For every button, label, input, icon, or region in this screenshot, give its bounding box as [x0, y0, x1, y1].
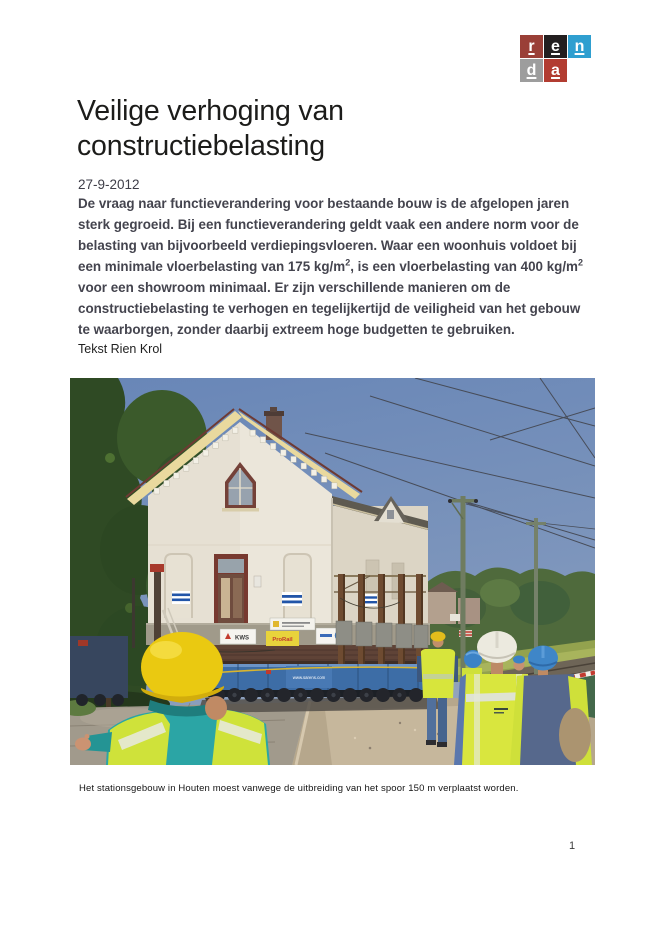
- logo-tile-d: d: [520, 59, 543, 82]
- kws-banner-text: KWS: [235, 635, 249, 642]
- article-title: Veilige verhoging van constructiebelasting: [77, 95, 344, 162]
- blind-window-right: [284, 554, 311, 618]
- entrance-door: [214, 554, 248, 623]
- intro-text: , is een vloerbelasting van 400 kg/m: [350, 259, 578, 274]
- article-photo: [70, 378, 595, 765]
- superscript-2: 2: [345, 257, 351, 268]
- left-machinery: [70, 636, 128, 706]
- renda-logo: [520, 35, 591, 82]
- intro-text: voor een showroom minimaal. Er zijn verschillende manieren om de constructiebelasting te verhogen en tegelijkertijd de veiligheid van het gebouw te waarborgen, zonder daarbij extreem hoge budgetten te gebruiken.: [78, 280, 581, 337]
- article-date: 27-9-2012: [78, 177, 140, 192]
- banner-kws: [220, 629, 256, 644]
- striped-flag: [282, 592, 302, 606]
- worker-facing: [513, 656, 525, 671]
- article-byline: Tekst Rien Krol: [78, 342, 163, 356]
- transporter: [198, 664, 440, 713]
- banner-upper: [270, 618, 315, 630]
- article-intro: [78, 193, 586, 340]
- station-relocation-photo: [70, 378, 595, 765]
- superscript-2: 2: [577, 257, 583, 268]
- transporter-url-text: www.sarens.com: [292, 675, 326, 680]
- prorail-banner-text: ProRail: [272, 637, 293, 643]
- logo-tile-a: a: [544, 59, 567, 82]
- logo-tile-n: n: [568, 35, 591, 58]
- logo-tile-e: e: [544, 35, 567, 58]
- striped-flag: [172, 591, 190, 604]
- blind-window-left: [165, 554, 192, 618]
- photo-caption: Het stationsgebouw in Houten moest vanwege de uitbreiding van het spoor 150 m verplaatst worden.: [79, 783, 519, 794]
- logo-tile-r: r: [520, 35, 543, 58]
- banner-prorail: [266, 631, 299, 646]
- worker-hand: [75, 738, 91, 751]
- page-number: 1: [568, 840, 576, 852]
- intro-text: De vraag naar functieverandering voor bestaande bouw is de afgelopen jaren sterk gegroeid. Bij een functieverandering geldt vaak een andere norm voor de belasting van bijvoorbeeld verdiepingsvloeren. Waar een woonhuis voldoet bij een minimale vloerbelasting van 175 kg/m: [78, 196, 579, 274]
